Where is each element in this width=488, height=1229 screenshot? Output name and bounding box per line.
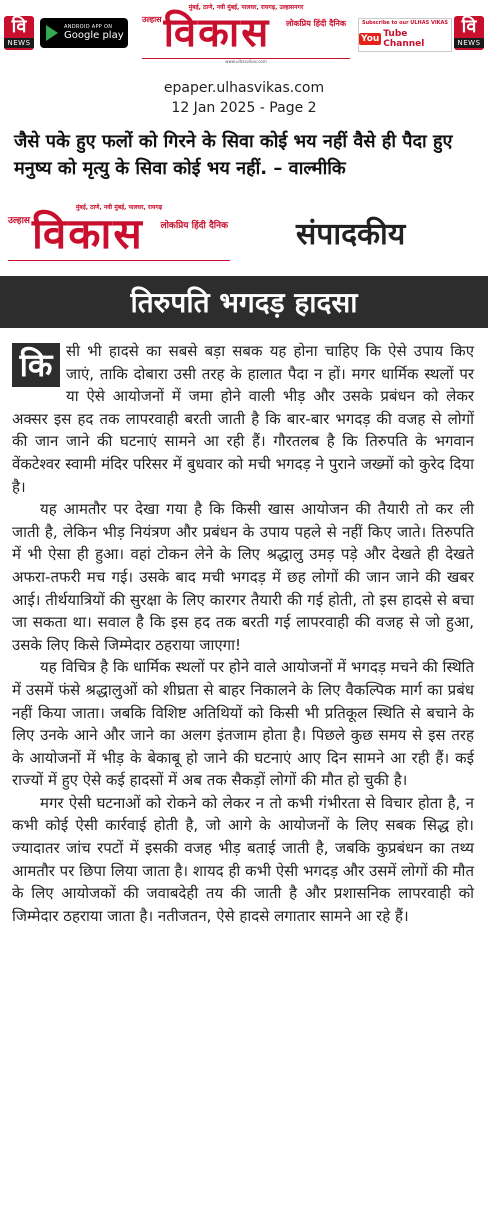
date-page: 12 Jan 2025 - Page 2 bbox=[171, 100, 317, 116]
article-paragraph: यह आमतौर पर देखा गया है कि किसी खास आयोजन की तैयारी तो कर ली जाती है, लेकिन भीड़ नियंत्रण और प्रबंधन के उपाय पहले से नहीं किए जाते। तिरुपति में भी ऐसा ही हुआ। वहां टोकन लेने के लिए श्रद्धालु उमड़ पड़े और देखते ही देखते अफरा-तफरी मच गई। उसके बाद मची भगदड़ में छह लोगों की जान जाने की खबर आई। तीर्थयात्रियों की सुरक्षा के लिए कारगर तैयारी की गई होती, तो इस हादसे से बचा जा सकता था। सवाल है कि इस हद तक बरती गई लापरवाही की वजह से जो हुआ, उसके लिए किसे जिम्मेदार ठहराया जाएगा! bbox=[12, 500, 474, 654]
left-news-badge[interactable] bbox=[4, 16, 34, 50]
right-badge-news: NEWS bbox=[454, 38, 484, 48]
playstore-big-text: Google play bbox=[64, 30, 124, 41]
brand-top-text: मुंबई, ठाणे, नवी मुंबई, पालघर, रायगढ़, उल्हासनगर bbox=[188, 4, 304, 11]
article-body bbox=[12, 340, 474, 927]
masthead bbox=[0, 0, 488, 74]
brand-tagline: लोकप्रिय हिंदी दैनिक bbox=[285, 19, 346, 28]
right-news-badge[interactable] bbox=[454, 16, 484, 50]
site-url[interactable]: epaper.ulhasvikas.com bbox=[163, 80, 325, 96]
masthead-brand bbox=[142, 4, 350, 68]
headline-text: तिरुपति भगदड़ हादसा bbox=[130, 286, 358, 319]
article-paragraph: यह विचित्र है कि धार्मिक स्थलों पर होने वाले आयोजनों में भगदड़ मचने की स्थिति में उसमें फंसे श्रद्धालुओं को शीघ्रता से बाहर निकालने के लिए वैकल्पिक मार्ग का प्रबंध नहीं किया जाता। जबकि विशिष्ट अतिथियों को किसी भी प्रतिकूल स्थिति से बचाने के लिए उनके आने और जाने का अलग इंतजाम होता है। पिछले कुछ समय से इस तरह के आयोजनों में भीड़ के बेकाबू हो जाने की घटनाएं आए दिन सामने आ रही हैं। कई राज्यों में हुए ऐसे कई हादसों में अब तक सैकड़ों लोगों की मौत हो चुकी है। bbox=[12, 658, 474, 790]
editorial-brand-rule bbox=[8, 260, 230, 263]
brand-sub: www.ulhasvikas.com bbox=[142, 58, 350, 64]
youtube-channel-button[interactable] bbox=[358, 18, 452, 52]
dropcap: कि bbox=[12, 343, 60, 387]
editorial-brand-prefix: उल्हास bbox=[8, 216, 31, 226]
youtube-channel-text: Tube Channel bbox=[383, 29, 425, 49]
left-badge-news: NEWS bbox=[4, 38, 34, 48]
play-store-icon bbox=[46, 25, 58, 41]
brand-name: विकास bbox=[163, 10, 271, 56]
playstore-small-text: ANDROID APP ON bbox=[64, 24, 113, 30]
editorial-brand-top: मुंबई, ठाणे, नवी मुंबई, पालघर, रायगढ़ bbox=[75, 204, 163, 211]
youtube-logo-icon: You bbox=[361, 34, 380, 44]
left-badge-glyph: वि bbox=[11, 16, 27, 37]
youtube-top-text: Subscribe to our ULHAS VIKAS bbox=[361, 20, 449, 26]
google-play-button[interactable] bbox=[40, 18, 128, 48]
article-paragraph: सी भी हादसे का सबसे बड़ा सबक यह होना चाहिए कि ऐसे उपाय किए जाएं, ताकि दोबारा उसी तरह के हालात पैदा न हों। मगर धार्मिक स्थलों पर या ऐसे आयोजनों में जमा होने वाली भीड़ और उसके प्रबंधन को लेकर अक्सर इस हद तक लापरवाही बरती जाती है कि बार-बार भगदड़ की वजह से लोगों की जान जाने की घटनाएं सामने आ रही हैं। गौरतलब है कि तिरुपति के भगवान वेंकटेश्वर स्वामी मंदिर परिसर में बुधवार को मची भगदड़ ने पुराने जख्मों को कुरेद दिया है। bbox=[12, 342, 474, 496]
headline-bar bbox=[0, 276, 488, 328]
right-badge-glyph: वि bbox=[461, 16, 477, 37]
quote: जैसे पके हुए फलों को गिरने के सिवा कोई भय नहीं वैसे ही पैदा हुए मनुष्य को मृत्यु के सिवा कोई भय नहीं. – वाल्मीकि bbox=[14, 131, 453, 179]
section-label: संपादकीय bbox=[296, 217, 406, 252]
page-meta bbox=[0, 78, 488, 118]
article-paragraph: मगर ऐसी घटनाओं को रोकने को लेकर न तो कभी गंभीरता से विचार होता है, न कभी कोई ऐसी कार्रवाई होती है, जो आगे के आयोजनों के लिए सबक सिद्ध हो। ज्यादातर जांच रपटों में इसकी वजह भीड़ बताई जाती है, जबकि कुप्रबंधन का तथ्य आमतौर पर छिपा लिया जाता है। शायद ही कभी ऐसी भगदड़ और उसमें लोगों की मौत के लिए आयोजकों की जवाबदेही तय की जाती है और प्रशासनिक लापरवाही को जिम्मेदार ठहराया जाता है। नतीजतन, ऐसे हादसे लगातार सामने आ रहे हैं। bbox=[12, 793, 474, 925]
editorial-brand-tagline: लोकप्रिय हिंदी दैनिक bbox=[160, 221, 228, 231]
editorial-brand-name: विकास bbox=[32, 209, 144, 258]
editorial-brand bbox=[8, 204, 230, 266]
brand-prefix: उल्हास bbox=[142, 15, 162, 24]
